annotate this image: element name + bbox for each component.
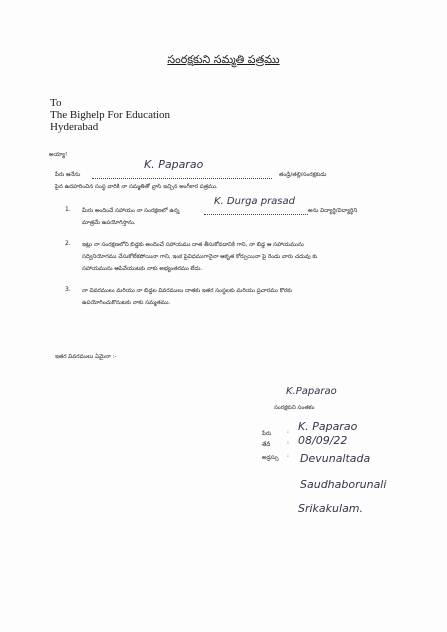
date-colon: : — [287, 440, 289, 446]
address-label: అడ్రస్సు — [262, 455, 279, 461]
item-3-line-2: ఉపయోగించుకొనుటకు నాకు సమ్మతము. — [82, 300, 171, 306]
item-2-number: 2. — [65, 240, 71, 247]
item-2-line-1: ఇట్లు నా సంరక్షణలోని బిడ్డకు అందించే సహాయము దాత తీసుకోవడానికి గాని, నా బిడ్డ ఆ సహాయమును — [82, 242, 304, 248]
signature-label: సంరక్షకుని సంతకం — [274, 405, 315, 411]
intro-label: పేరు ఆనేను — [55, 172, 81, 178]
item-3-line-1: నా వివరములు మరియు నా బిడ్డల వివరములు దాతకు ఇతర సంస్థలకు మరియు ప్రచారము కొరకు — [82, 288, 293, 294]
name-label: పేరు — [262, 431, 272, 437]
address-city: Hyderabad — [50, 121, 99, 133]
item-1-line-2: మాత్రమే ఉపయోగిస్తాను. — [82, 220, 136, 226]
item-1-number: 1. — [65, 206, 71, 213]
student-dotted-line — [204, 214, 308, 215]
intro-line-2: పైన ఉదహరించిన సంస్థ వారికి నా సమ్మతితో వ్రాసి ఇచ్చిన అంగీకార పత్రము. — [55, 184, 218, 190]
address-colon: : — [287, 453, 289, 459]
item-2-line-2: సద్వినియోగము చేసుకోలేకపోయినా గాని, ఇంక పైవిధముగానైనా ఆకృత కోర్సుయినా పై రెండు వారు చదువు కు — [82, 254, 318, 260]
guardian-signature-handwritten: K.Paparao — [286, 386, 337, 397]
name-value-handwritten: K. Paparao — [298, 420, 358, 433]
address-line-3-handwritten: Srikakulam. — [298, 502, 364, 515]
other-details-label: ఇతర వివరములు ఏమైనా :- — [55, 354, 117, 360]
name-dotted-line — [92, 178, 272, 179]
item-2-line-3: సహాయమును ఆపివేయుటకు నాకు అభ్యంతరము లేదు. — [82, 266, 203, 272]
name-colon: : — [287, 429, 289, 435]
item-1-text-post: అను విద్యార్థి/విద్యార్థిని — [308, 208, 358, 214]
guardian-name-handwritten: K. Paparao — [144, 158, 204, 171]
address-line-2-handwritten: Saudhaborunali — [300, 478, 387, 491]
date-label: తేదీ — [262, 442, 271, 448]
student-name-handwritten: K. Durga prasad — [214, 196, 295, 207]
item-3-number: 3. — [65, 286, 71, 293]
date-value-handwritten: 08/09/22 — [298, 434, 348, 447]
intro-relation: తండ్రి/తల్లి/సంరక్షకుడు — [279, 172, 327, 178]
address-to: To — [50, 97, 62, 109]
address-org: The Bighelp For Education — [50, 109, 171, 121]
item-1-text: మీరు అందించే సహాయం నా సంరక్షణలో ఉన్న — [82, 208, 180, 214]
salutation: అయ్యా! — [49, 152, 68, 158]
document-title: సంరక్షకుని సమ్మతి పత్రము — [167, 53, 280, 66]
address-line-1-handwritten: Devunaltada — [300, 452, 371, 465]
